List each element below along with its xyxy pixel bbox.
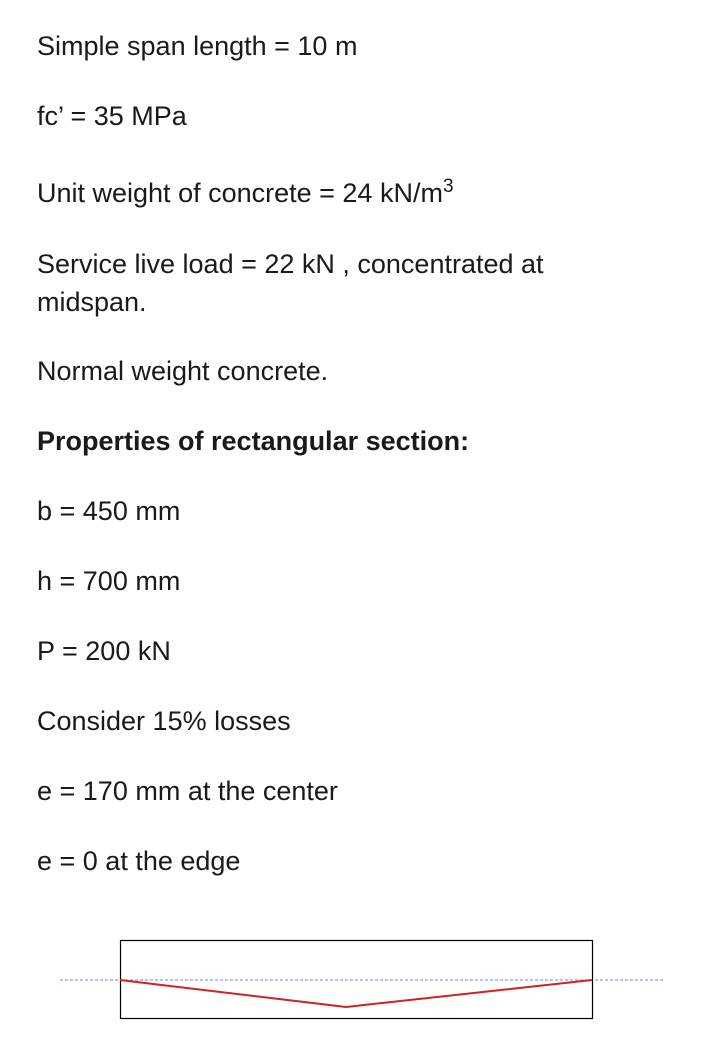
properties-heading: Properties of rectangular section:: [37, 426, 470, 456]
eccentricity-edge-text: e = 0 at the edge: [37, 846, 241, 876]
b-text: b = 450 mm: [37, 496, 181, 526]
beam-tendon-diagram: [0, 920, 720, 1040]
span-length-text: Simple span length = 10 m: [37, 31, 358, 61]
h-text: h = 700 mm: [37, 566, 181, 596]
eccentricity-center-text: e = 170 mm at the center: [37, 776, 338, 806]
unit-weight-exponent: 3: [442, 176, 454, 197]
fc-text: fc’ = 35 MPa: [37, 101, 187, 131]
losses-text: Consider 15% losses: [37, 706, 291, 736]
unit-weight-text: [37, 174, 454, 212]
unit-weight-base: Unit weight of concrete = 24 kN/m: [37, 178, 443, 208]
live-load-text: Service live load = 22 kN , concentrated at midspan.: [37, 249, 544, 317]
prestress-force-text: P = 200 kN: [37, 636, 171, 666]
normal-weight-text: Normal weight concrete.: [37, 356, 329, 386]
tendon-profile: [120, 980, 592, 1007]
